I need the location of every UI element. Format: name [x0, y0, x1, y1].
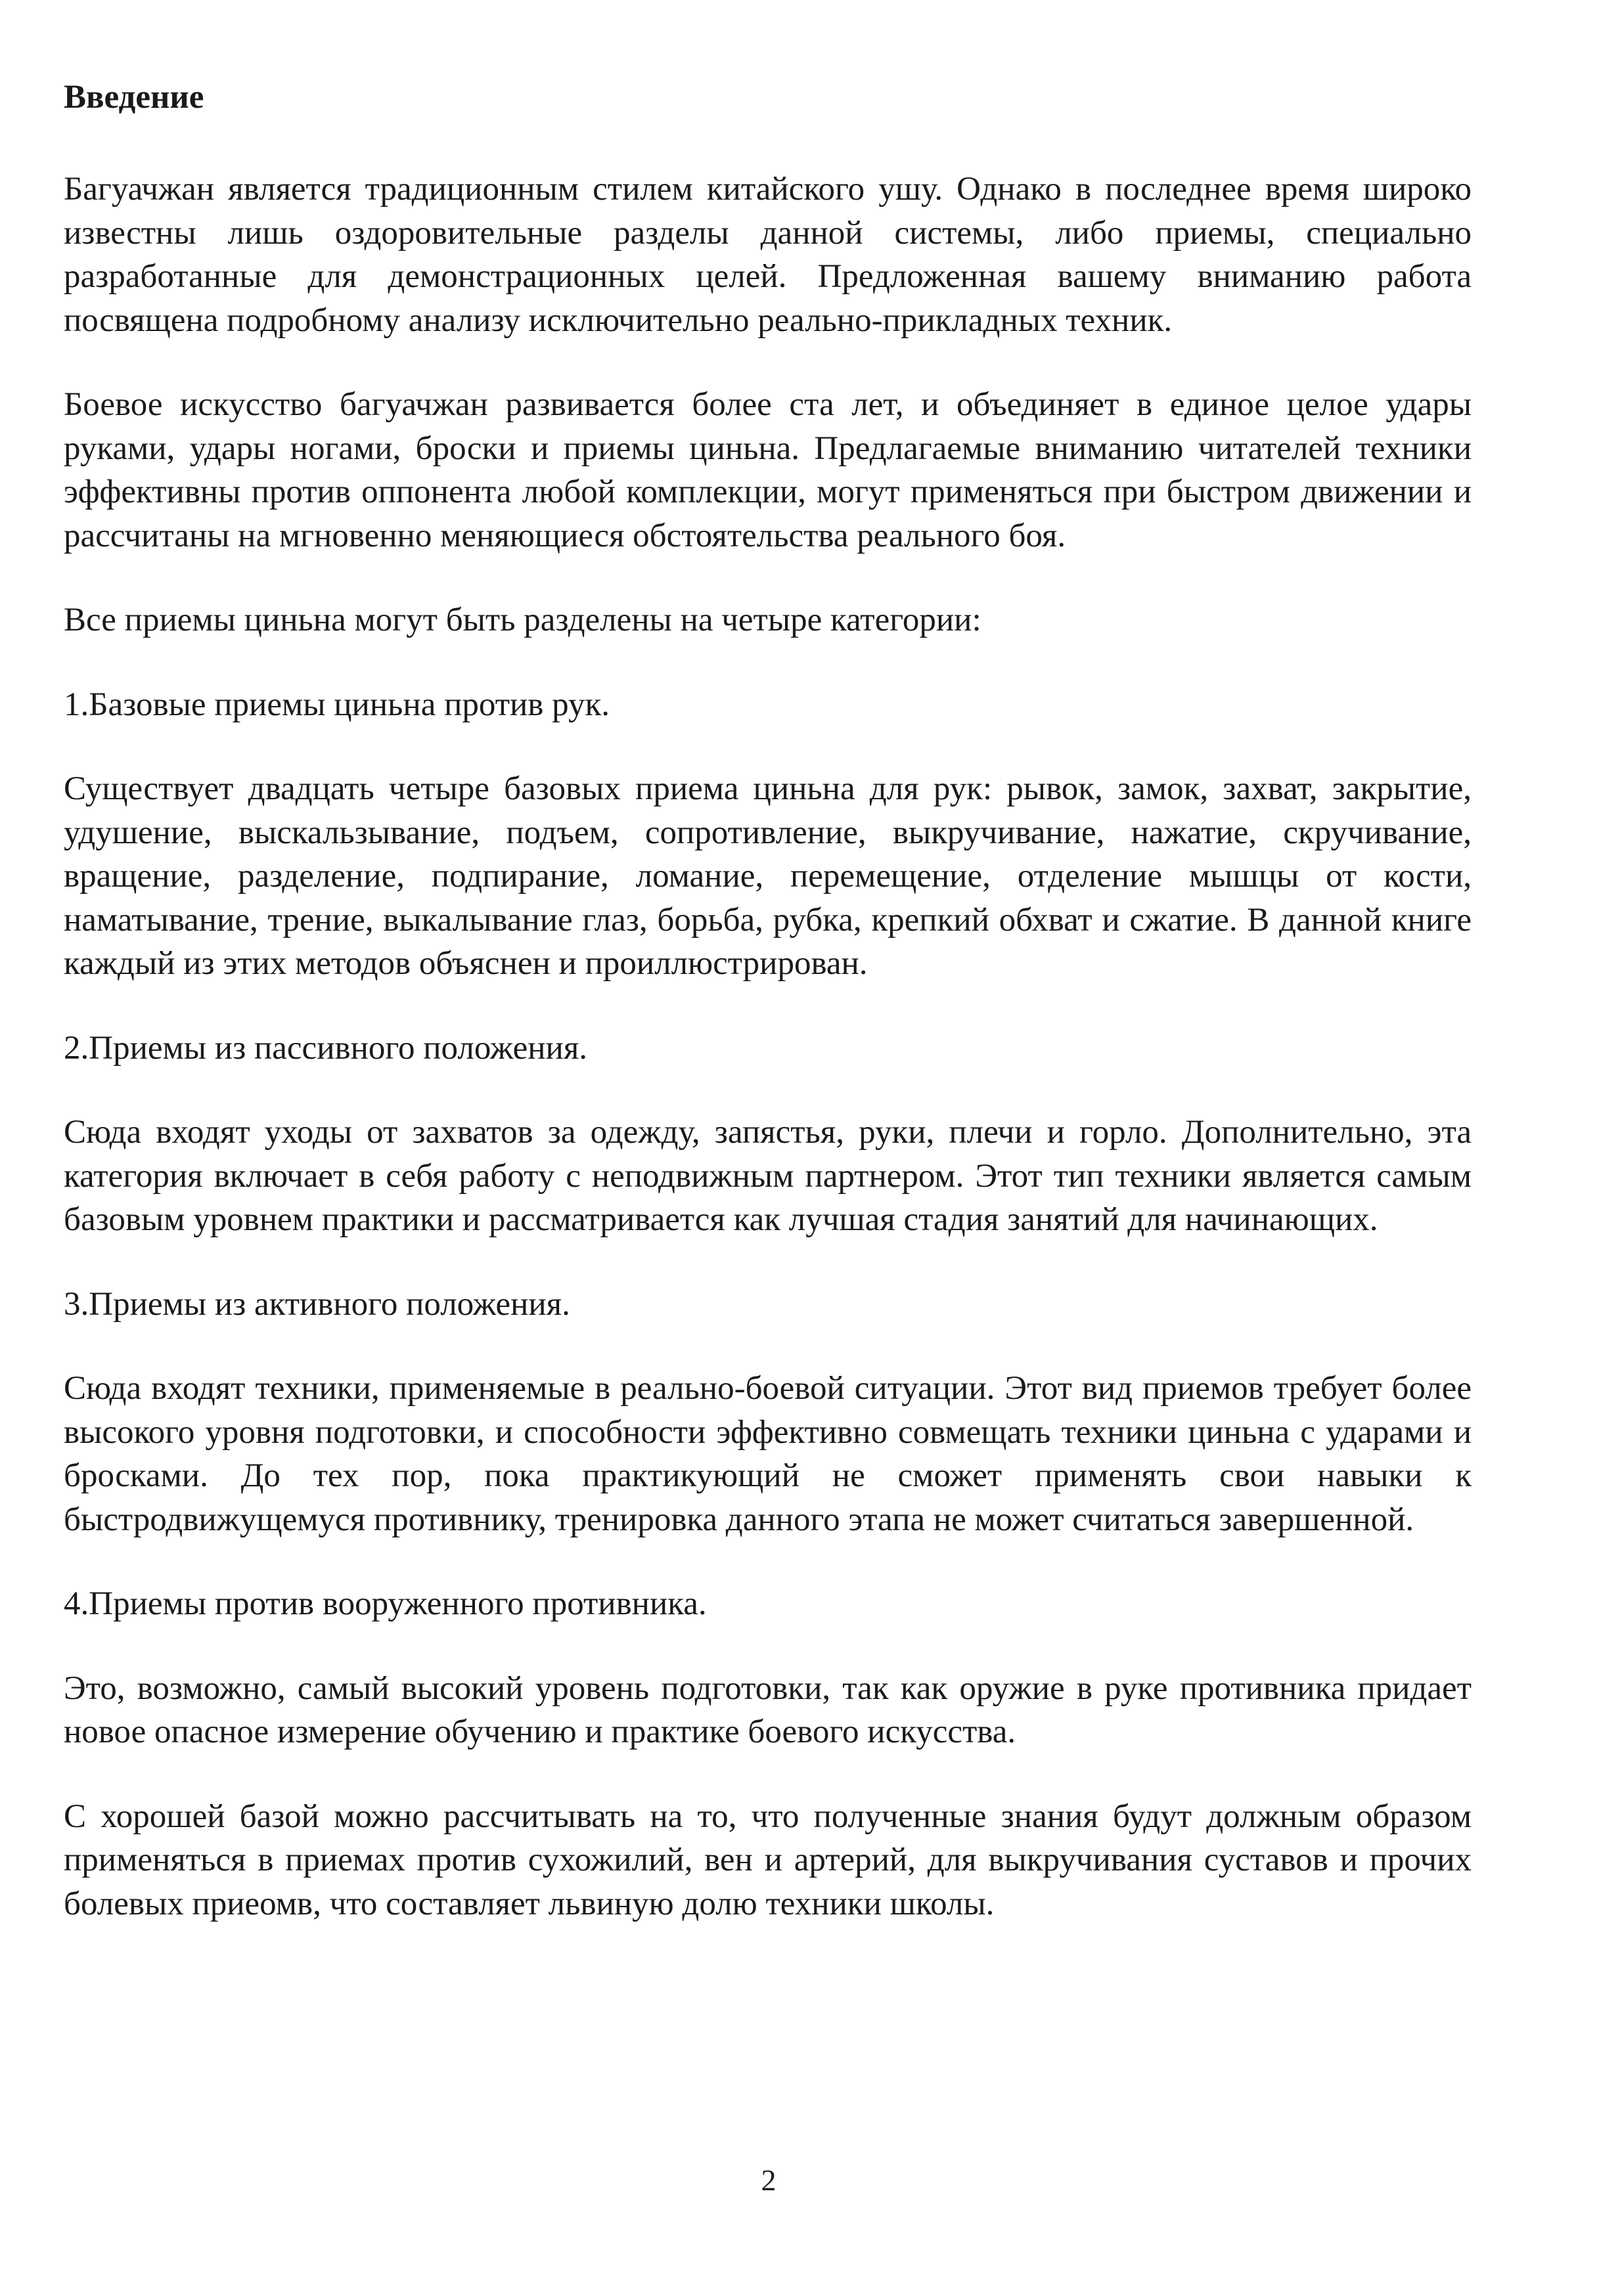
category-4-description: Это, возможно, самый высокий уровень подготовки, так как оружие в руке противника придает новое опасное измерение обучению и практике боевого искусства.: [64, 1669, 1472, 1750]
category-2-description: Сюда входят уходы от захватов за одежду, запястья, руки, плечи и горло. Дополнительно, эта категория включает в себя работу с неподвижным партнером. Этот тип техники является самым базовым уровнем практики и рассматривается как лучшая стадия занятий для начинающих.: [64, 1114, 1472, 1238]
section-heading: Введение: [64, 79, 204, 116]
closing-paragraph: С хорошей базой можно рассчитывать на то, что полученные знания будут должным образом применяться в приемах против сухожилий, вен и артерий, для выкручивания суставов и прочих болевых приеомв, что составляет львиную долю техники школы.: [64, 1798, 1472, 1922]
page-content: [64, 76, 1472, 1926]
category-1-description: Существует двадцать четыре базовых приема циньна для рук: рывок, замок, захват, закрытие, удушение, выскальзывание, подъем, сопротивление, выкручивание, нажатие, скручивание, вращение, разделение, подпирание, ломание, перемещение, отделение мышцы от кости, наматывание, трение, выкалывание глаз, борьба, рубка, крепкий обхват и сжатие. В данной книге каждый из этих методов объяснен и проиллюстрирован.: [64, 770, 1472, 982]
category-4-title: 4.Приемы против вооруженного противника.: [64, 1585, 707, 1622]
page-number: 2: [761, 2163, 777, 2197]
category-2-title: 2.Приемы из пассивного положения.: [64, 1029, 588, 1067]
category-3-title: 3.Приемы из активного положения.: [64, 1285, 570, 1323]
categories-intro: Все приемы циньна могут быть разделены на четыре категории:: [64, 602, 981, 638]
intro-paragraph-2: Боевое искусство багуачжан развивается более ста лет, и объединяет в единое целое удары руками, удары ногами, броски и приемы циньна. Предлагаемые вниманию читателей техники эффективны против оппонента любой комплекции, могут применяться при быстром движении и рассчитаны на мгновенно меняющиеся обстоятельства реального боя.: [64, 386, 1472, 554]
intro-paragraph-1: Багуачжан является традиционным стилем китайского ушу. Однако в последнее время широко известны лишь оздоровительные разделы данной системы, либо приемы, специально разработанные для демонстрационных целей. Предложенная вашему вниманию работа посвящена подробному анализу исключительно реально-прикладных техник.: [64, 171, 1472, 339]
category-3-description: Сюда входят техники, применяемые в реально-боевой ситуации. Этот вид приемов требует более высокого уровня подготовки, и способности эффективно совмещать техники циньна с ударами и бросками. До тех пор, пока практикующий не сможет применять свои навыки к быстродвижущемуся противнику, тренировка данного этапа не может считаться завершенной.: [64, 1370, 1472, 1538]
category-1-title: 1.Базовые приемы циньна против рук.: [64, 686, 610, 723]
